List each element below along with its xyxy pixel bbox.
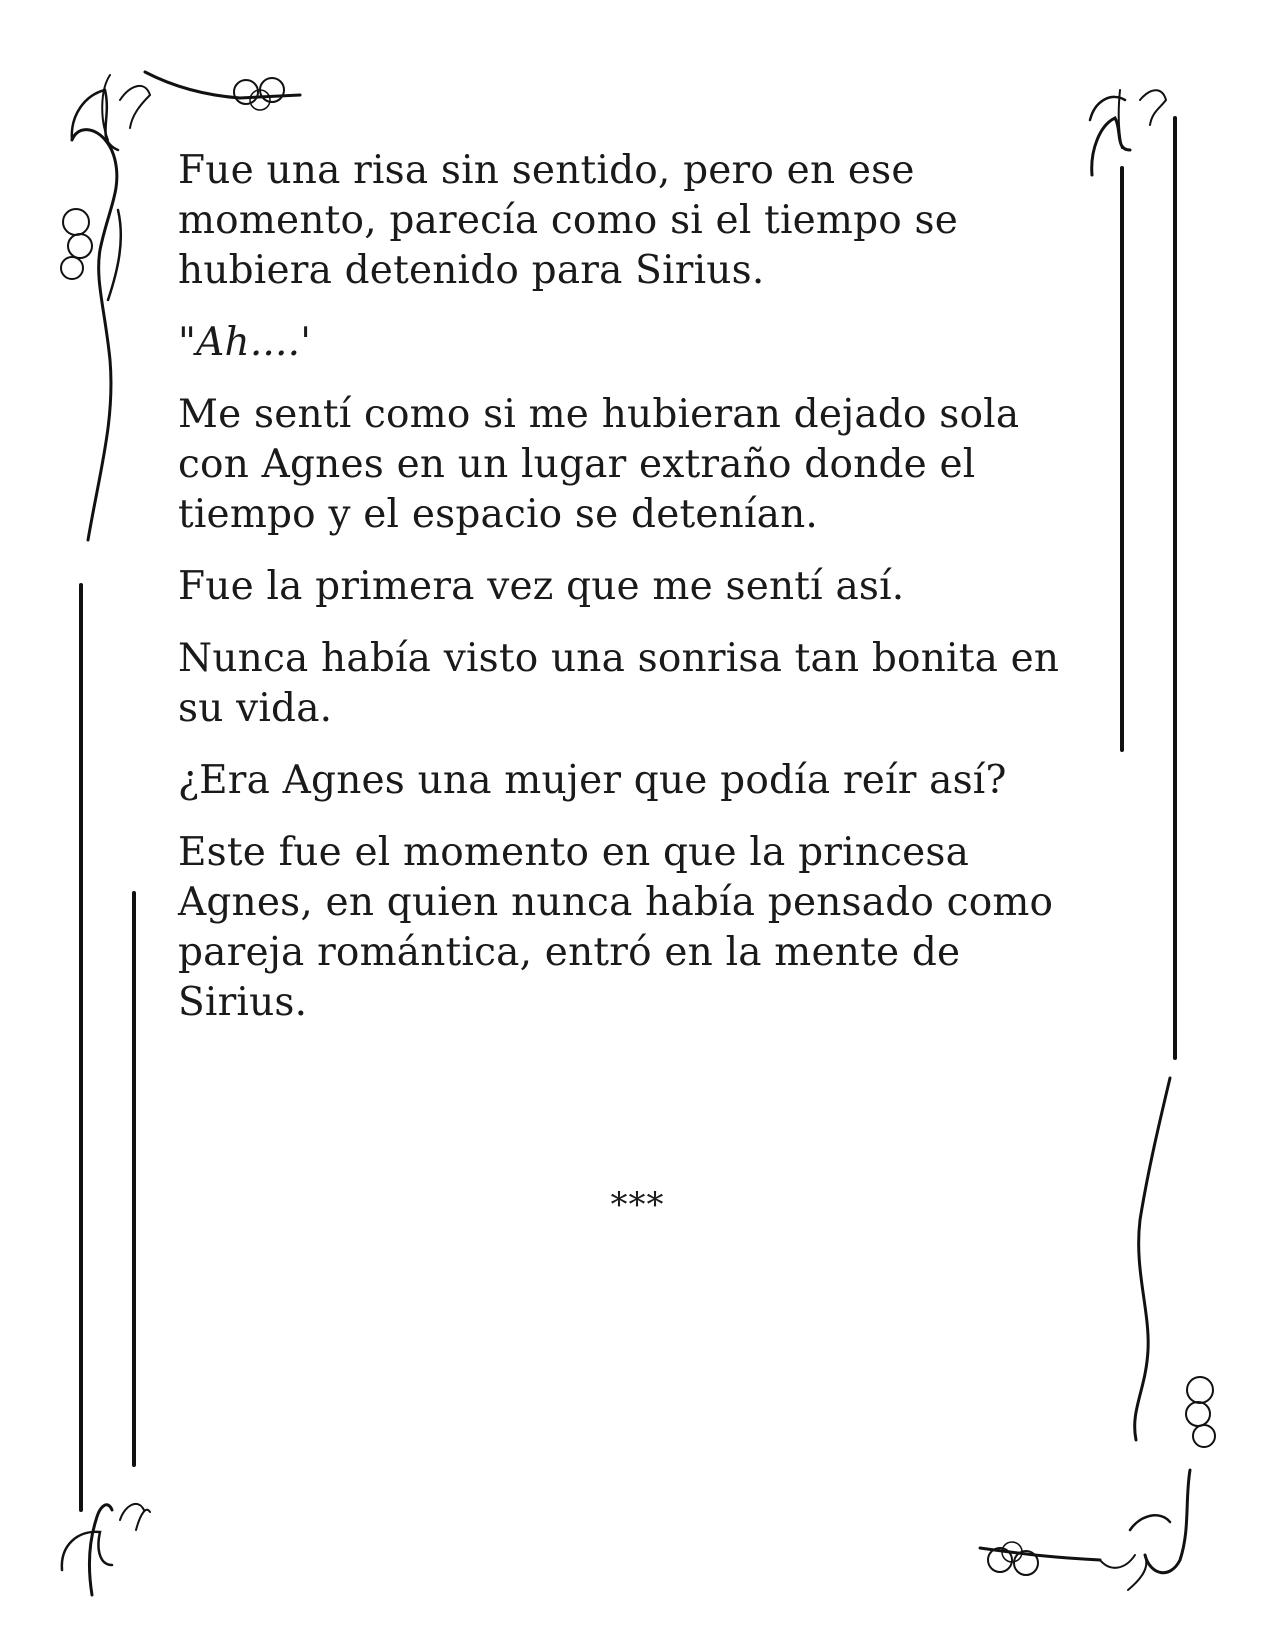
paragraph-6: ¿Era Agnes una mujer que podía reír así? bbox=[178, 758, 1007, 803]
paragraph-5: Nunca había visto una sonrisa tan bonita en su vida. bbox=[178, 636, 1060, 731]
flourish-bottom-left bbox=[62, 1504, 150, 1595]
paragraph-2-thought: "Ah....' bbox=[178, 320, 312, 365]
scene-separator: *** bbox=[610, 1185, 665, 1225]
flourish-bottom-right bbox=[980, 1078, 1215, 1590]
story-text bbox=[178, 146, 1098, 1050]
paragraph-7: Este fue el momento en que la princesa Agnes, en quien nunca había pensado como pareja romántica, entró en la mente de Sirius. bbox=[178, 830, 1054, 1025]
flourish-top-right bbox=[1090, 90, 1166, 175]
paragraph-4: Fue la primera vez que me sentí así. bbox=[178, 564, 905, 609]
paragraph-1: Fue una risa sin sentido, pero en ese momento, parecía como si el tiempo se hubiera detenido para Sirius. bbox=[178, 148, 959, 293]
paragraph-3: Me sentí como si me hubieran dejado sola con Agnes en un lugar extraño donde el tiempo y el espacio se detenían. bbox=[178, 392, 1020, 537]
